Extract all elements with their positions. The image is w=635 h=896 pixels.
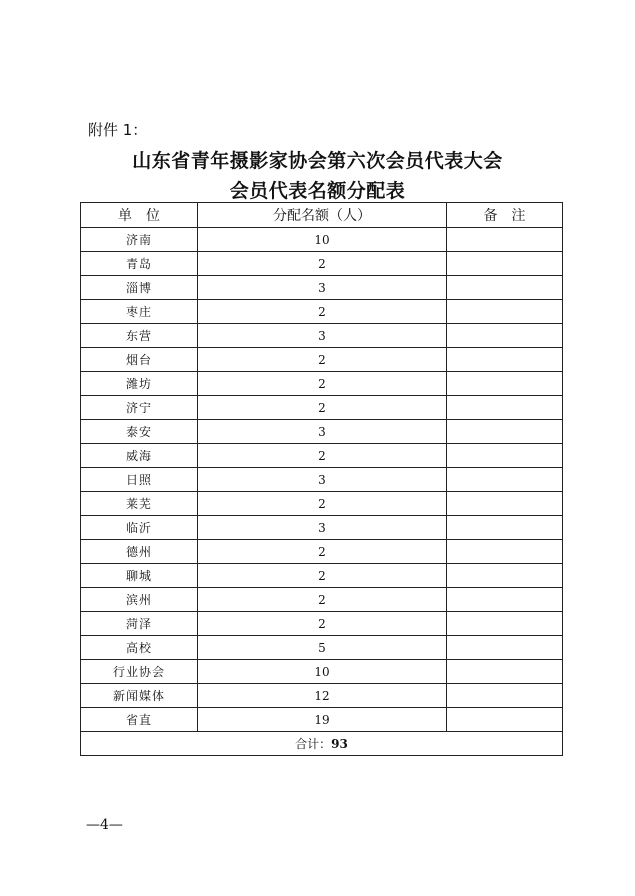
note-cell <box>447 492 563 516</box>
table-row <box>81 516 563 540</box>
unit-cell: 聊城 <box>81 564 198 588</box>
quota-cell: 19 <box>198 708 447 732</box>
quota-cell: 10 <box>198 228 447 252</box>
quota-cell: 2 <box>198 564 447 588</box>
unit-cell: 临沂 <box>81 516 198 540</box>
quota-cell: 2 <box>198 252 447 276</box>
unit-cell: 泰安 <box>81 420 198 444</box>
note-cell <box>447 708 563 732</box>
unit-cell: 莱芜 <box>81 492 198 516</box>
total-cell <box>81 732 563 756</box>
unit-cell: 滨州 <box>81 588 198 612</box>
table-row <box>81 228 563 252</box>
quota-allocation-table <box>80 202 563 756</box>
header-unit: 单 位 <box>81 203 198 228</box>
note-cell <box>447 564 563 588</box>
note-cell <box>447 252 563 276</box>
note-cell <box>447 420 563 444</box>
unit-cell: 新闻媒体 <box>81 684 198 708</box>
unit-cell: 东营 <box>81 324 198 348</box>
quota-cell: 12 <box>198 684 447 708</box>
table-row <box>81 444 563 468</box>
header-note: 备 注 <box>447 203 563 228</box>
table-row <box>81 276 563 300</box>
unit-cell: 德州 <box>81 540 198 564</box>
note-cell <box>447 348 563 372</box>
quota-cell: 3 <box>198 516 447 540</box>
table-row <box>81 612 563 636</box>
table-row <box>81 492 563 516</box>
note-cell <box>447 228 563 252</box>
unit-cell: 淄博 <box>81 276 198 300</box>
unit-cell: 潍坊 <box>81 372 198 396</box>
note-cell <box>447 444 563 468</box>
quota-cell: 10 <box>198 660 447 684</box>
table-row <box>81 300 563 324</box>
table-row <box>81 396 563 420</box>
table-row <box>81 708 563 732</box>
unit-cell: 青岛 <box>81 252 198 276</box>
note-cell <box>447 468 563 492</box>
total-label: 合计： <box>295 737 332 751</box>
total-row <box>81 732 563 756</box>
table-row <box>81 636 563 660</box>
unit-cell: 菏泽 <box>81 612 198 636</box>
note-cell <box>447 636 563 660</box>
table-row <box>81 468 563 492</box>
quota-cell: 2 <box>198 540 447 564</box>
table-row <box>81 348 563 372</box>
table-row <box>81 420 563 444</box>
quota-cell: 5 <box>198 636 447 660</box>
quota-cell: 3 <box>198 468 447 492</box>
table-header-row <box>81 203 563 228</box>
note-cell <box>447 684 563 708</box>
quota-cell: 3 <box>198 420 447 444</box>
table-row <box>81 324 563 348</box>
quota-cell: 3 <box>198 324 447 348</box>
note-cell <box>447 588 563 612</box>
unit-cell: 高校 <box>81 636 198 660</box>
page-number: —4— <box>86 817 123 833</box>
unit-cell: 烟台 <box>81 348 198 372</box>
note-cell <box>447 372 563 396</box>
document-subtitle: 会员代表名额分配表 <box>229 180 406 202</box>
table-row <box>81 660 563 684</box>
document-title: 山东省青年摄影家协会第六次会员代表大会 <box>132 150 503 172</box>
note-cell <box>447 660 563 684</box>
table-row <box>81 564 563 588</box>
table-row <box>81 684 563 708</box>
quota-cell: 2 <box>198 612 447 636</box>
unit-cell: 省直 <box>81 708 198 732</box>
unit-cell: 济宁 <box>81 396 198 420</box>
note-cell <box>447 300 563 324</box>
unit-cell: 行业协会 <box>81 660 198 684</box>
quota-cell: 2 <box>198 444 447 468</box>
note-cell <box>447 540 563 564</box>
note-cell <box>447 396 563 420</box>
quota-cell: 2 <box>198 348 447 372</box>
note-cell <box>447 324 563 348</box>
unit-cell: 日照 <box>81 468 198 492</box>
table-row <box>81 588 563 612</box>
unit-cell: 枣庄 <box>81 300 198 324</box>
quota-cell: 2 <box>198 492 447 516</box>
note-cell <box>447 612 563 636</box>
header-quota: 分配名额（人） <box>198 203 447 228</box>
table-row <box>81 252 563 276</box>
note-cell <box>447 276 563 300</box>
table-row <box>81 540 563 564</box>
quota-cell: 2 <box>198 372 447 396</box>
quota-cell: 2 <box>198 396 447 420</box>
table-row <box>81 372 563 396</box>
note-cell <box>447 516 563 540</box>
quota-cell: 3 <box>198 276 447 300</box>
total-value: 93 <box>331 737 348 751</box>
quota-cell: 2 <box>198 300 447 324</box>
attachment-label: 附件 1： <box>88 121 148 139</box>
unit-cell: 威海 <box>81 444 198 468</box>
unit-cell: 济南 <box>81 228 198 252</box>
quota-cell: 2 <box>198 588 447 612</box>
